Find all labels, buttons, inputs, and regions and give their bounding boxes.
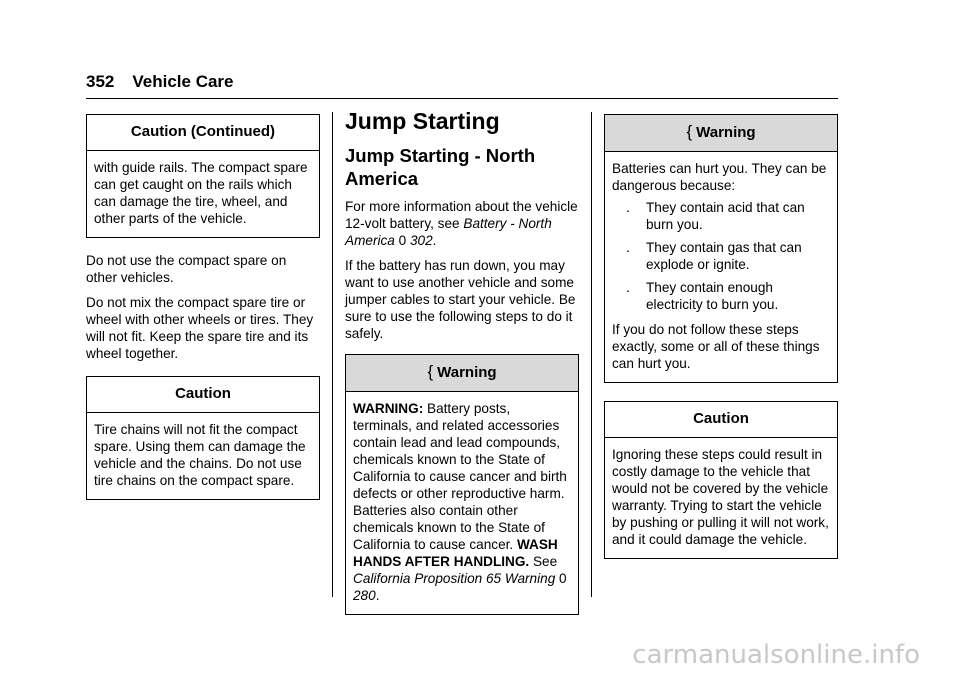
text: . <box>432 233 437 248</box>
wash-hands-text: WASH HANDS AFTER HANDLING. <box>353 537 558 569</box>
section-title: Vehicle Care <box>132 72 234 91</box>
column-divider-2 <box>591 112 592 597</box>
prop65-reference-link[interactable]: California Proposition 65 Warning <box>353 571 556 586</box>
caution-box-tire-chains <box>86 376 320 500</box>
warning-outro: If you do not follow these steps exactly, some or all of these things can hurt you. <box>612 322 820 371</box>
warning-title: Warning <box>437 364 497 381</box>
list-item <box>612 199 830 233</box>
paragraph-battery-info <box>345 198 579 249</box>
list-item-text: They contain acid that can burn you. <box>646 200 805 232</box>
warning-box-batteries <box>604 114 838 383</box>
column-2 <box>345 108 579 615</box>
column-1 <box>86 114 320 500</box>
battery-reference-link[interactable]: Battery - North America <box>345 216 552 248</box>
caution-body: Tire chains will not fit the compact spare. Using them can damage the vehicle and the chains. Do not use tire chains on the compact spare. <box>94 422 306 488</box>
section-heading: Jump Starting <box>345 108 500 134</box>
prop65-page-number[interactable]: 280 <box>353 588 376 603</box>
header-divider <box>86 98 838 99</box>
text: For more information about the vehicle 12-volt battery, see <box>345 199 578 231</box>
list-item-text: They contain gas that can explode or ignite. <box>646 240 802 272</box>
subsection-heading: Jump Starting - North America <box>345 145 536 189</box>
text: See <box>529 554 558 569</box>
bullet: . <box>626 280 630 295</box>
caution-title: Caution <box>605 402 837 438</box>
list-item <box>612 279 830 313</box>
warning-icon: { <box>686 122 693 141</box>
caution-continued-box <box>86 114 320 238</box>
bullet: . <box>626 200 630 215</box>
list-item-text: They contain enough electricity to burn you. <box>646 280 779 312</box>
paragraph-compact-spare: Do not use the compact spare on other vehicles. <box>86 253 287 285</box>
warning-icon: { <box>427 362 434 381</box>
hazard-list <box>612 199 830 313</box>
warning-body <box>605 152 837 382</box>
warning-header <box>346 355 578 392</box>
battery-page-number[interactable]: 302 <box>409 233 433 248</box>
warning-header <box>605 115 837 152</box>
paragraph-mix-spare: Do not mix the compact spare tire or wheel with other wheels or tires. They will not fit. Keep the spare tire and its wheel together. <box>86 295 314 361</box>
page-header <box>86 72 234 92</box>
watermark: carmanualsonline.info <box>632 640 920 670</box>
caution-body: Ignoring these steps could result in costly damage to the vehicle that would not be covered by the vehicle warranty. Trying to start the vehicle by pushing or pulling it will not work, and it could damage the vehicle. <box>612 447 829 547</box>
page-ref-icon: 0 <box>559 571 567 586</box>
warning-intro: Batteries can hurt you. They can be dangerous because: <box>612 161 827 193</box>
caution-box-steps <box>604 401 838 559</box>
page-ref-icon: 0 <box>398 233 407 248</box>
warning-title: Warning <box>696 124 756 141</box>
page-number: 352 <box>86 72 115 91</box>
column-divider-1 <box>332 112 333 597</box>
warning-body <box>346 392 578 614</box>
paragraph-run-down: If the battery has run down, you may want to use another vehicle and some jumper cables to start your vehicle. Be sure to use the following steps to do it safely. <box>345 258 576 341</box>
column-3 <box>604 114 838 559</box>
list-item <box>612 239 830 273</box>
caution-title: Caution <box>87 377 319 413</box>
warning-label: WARNING: <box>353 401 424 416</box>
text: Battery posts, terminals, and related accessories contain lead and lead compounds, chemicals known to the State of California to cause cancer and birth defects or other reproductive harm. Batteries also contain other chemicals known to the State of California to cause cancer. <box>353 401 567 552</box>
caution-continued-body: with guide rails. The compact spare can get caught on the rails which can damage the tire, wheel, and other parts of the vehicle. <box>94 160 308 226</box>
bullet: . <box>626 240 630 255</box>
caution-continued-title: Caution (Continued) <box>87 115 319 151</box>
text: . <box>375 588 380 603</box>
warning-box-california <box>345 354 579 615</box>
